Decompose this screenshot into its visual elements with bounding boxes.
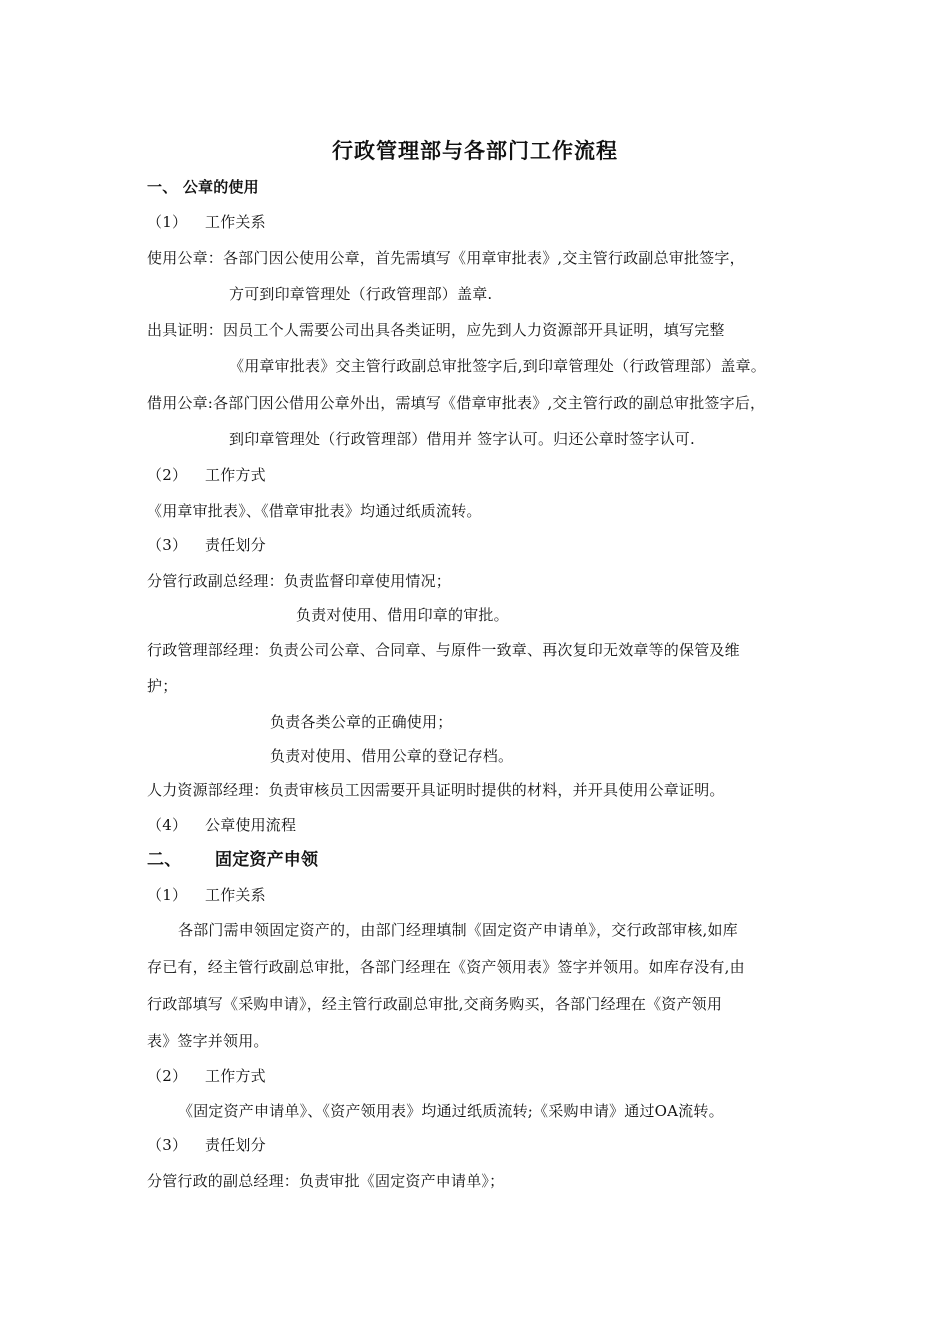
- admin-duty-line-2: 护；: [147, 677, 178, 695]
- asset-paragraph-line-4: 表》签字并领用。: [147, 1032, 269, 1050]
- vp-duty-line-1: 分管行政副总经理：负责监督印章使用情况；: [147, 572, 452, 590]
- admin-duty-line-3: 负责各类公章的正确使用；: [270, 713, 453, 731]
- section-2-method: 《固定资产申请单》、《资产领用表》均通过纸质流转;《采购申请》通过OA流转。: [178, 1102, 724, 1120]
- admin-duty-line-4: 负责对使用、借用公章的登记存档。: [270, 747, 514, 765]
- section-1-sub-2: [147, 465, 266, 485]
- section-2-title: 固定资产申领: [215, 850, 319, 870]
- asset-paragraph-line-1: 各部门需申领固定资产的，由部门经理填制《固定资产申请单》，交行政部审核,如库: [178, 921, 738, 939]
- sub-label: 工作关系: [205, 213, 266, 231]
- section-2-vp-duty: 分管行政的副总经理：负责审批《固定资产申请单》；: [147, 1172, 505, 1190]
- vp-duty-line-2: 负责对使用、借用印章的审批。: [296, 606, 509, 624]
- section-1-sub-3: [147, 535, 266, 555]
- section-2-number: 二、: [147, 850, 182, 870]
- hr-duty-line: 人力资源部经理：负责审核员工因需要开具证明时提供的材料，并开具使用公章证明。: [147, 781, 725, 799]
- borrow-seal-line-1: 借用公章:各部门因公借用公章外出，需填写《借章审批表》,交主管行政的副总审批签字后，: [147, 394, 766, 412]
- section-2-sub-1: [147, 885, 266, 905]
- use-seal-line-1: 使用公章：各部门因公使用公章，首先需填写《用章审批表》,交主管行政副总审批签字，: [147, 249, 745, 267]
- sub-label: 责任划分: [205, 1136, 266, 1154]
- sub-label: 公章使用流程: [205, 816, 297, 834]
- sub-label: 工作方式: [205, 466, 266, 484]
- sub-label: 工作方式: [205, 1067, 266, 1085]
- sub-number: （1）: [147, 886, 188, 904]
- sub-number: （3）: [147, 536, 188, 554]
- section-2-heading: [147, 849, 318, 871]
- certificate-line-1: 出具证明：因员工个人需要公司出具各类证明，应先到人力资源部开具证明，填写完整: [147, 321, 725, 339]
- section-1-sub-1: [147, 212, 266, 232]
- sub-number: （4）: [147, 816, 188, 834]
- document-title: 行政管理部与各部门工作流程: [332, 139, 618, 163]
- certificate-line-2: 《用章审批表》交主管行政副总审批签字后,到印章管理处（行政管理部）盖章。: [229, 357, 766, 375]
- sub-label: 责任划分: [205, 536, 266, 554]
- sub-number: （2）: [147, 1067, 188, 1085]
- asset-paragraph-line-2: 存已有，经主管行政副总审批，各部门经理在《资产领用表》签字并领用。如库存没有,由: [147, 958, 745, 976]
- use-seal-line-2: 方可到印章管理处（行政管理部）盖章.: [229, 285, 493, 303]
- sub-number: （2）: [147, 466, 188, 484]
- admin-duty-line-1: 行政管理部经理：负责公司公章、合同章、与原件一致章、再次复印无效章等的保管及维: [147, 641, 740, 659]
- borrow-seal-line-2: 到印章管理处（行政管理部）借用并 签字认可。归还公章时签字认可.: [229, 430, 695, 448]
- sub-number: （1）: [147, 213, 188, 231]
- section-1-sub-4: [147, 815, 296, 835]
- asset-paragraph-line-3: 行政部填写《采购申请》，经主管行政副总审批,交商务购买，各部门经理在《资产领用: [147, 995, 723, 1013]
- section-2-sub-3: [147, 1135, 266, 1155]
- section-2-sub-2: [147, 1066, 266, 1086]
- section-1-heading: 一、 公章的使用: [147, 178, 259, 196]
- sub-number: （3）: [147, 1136, 188, 1154]
- sub-label: 工作关系: [205, 886, 266, 904]
- section-1-method: 《用章审批表》、《借章审批表》均通过纸质流转。: [147, 502, 482, 520]
